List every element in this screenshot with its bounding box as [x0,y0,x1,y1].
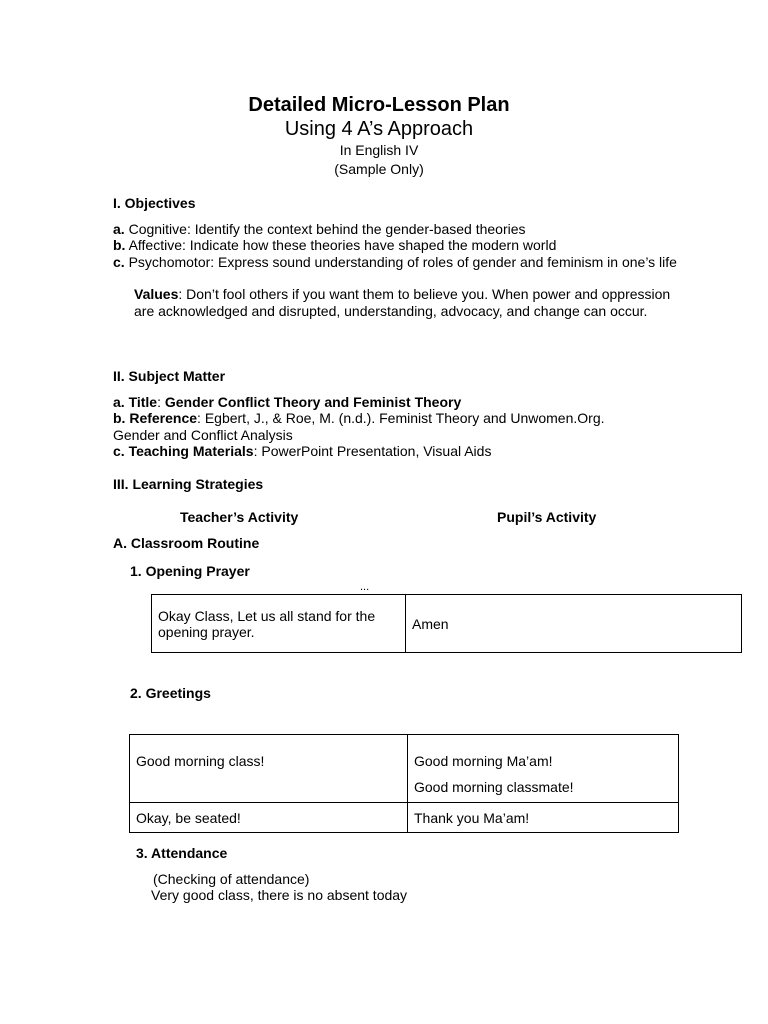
objective-text: Cognitive: Identify the context behind the gender-based theories [124,221,526,237]
greeting-teacher-cell: Good morning class! [130,735,408,803]
values-label: Values [134,286,179,302]
greetings-heading: 2. Greetings [130,685,211,701]
objective-marker: b. [113,237,126,253]
seated-teacher-cell: Okay, be seated! [130,803,408,833]
subject-title-label: a. Title [113,394,158,410]
values-line-2: are acknowledged and disrupted, understanding, advocacy, and change can occur. [134,303,648,319]
subject-reference-continued: Gender and Conflict Analysis [113,427,293,443]
attendance-line-2: Very good class, there is no absent today [151,887,408,903]
subject-title-value: Gender Conflict Theory and Feminist Theory [164,394,462,410]
subject-materials-line [113,443,491,459]
subject-reference-line [113,410,605,426]
objective-marker: c. [113,254,125,270]
learning-strategies-heading: III. Learning Strategies [113,476,264,492]
greetings-table [129,734,679,833]
objective-text: Affective: Indicate how these theories have shaped the modern world [125,237,557,253]
greeting-pupil-line-1: Good morning Ma’am! [414,753,553,769]
opening-prayer-heading: 1. Opening Prayer [130,563,250,579]
course-label: In English IV [339,142,419,158]
greeting-pupil-cell [408,735,679,803]
subject-reference-value: : Egbert, J., & Roe, M. (n.d.). Feminist Theory and Unwomen.Org. [197,410,605,426]
subject-materials-label: c. Teaching Materials [113,443,254,459]
attendance-heading: 3. Attendance [136,845,228,861]
objective-item-c [113,254,677,270]
values-line-1 [134,286,670,302]
objectives-heading: I. Objectives [113,195,196,211]
classroom-routine-heading: A. Classroom Routine [113,535,260,551]
sample-note: (Sample Only) [334,161,424,177]
objective-item-b [113,237,556,253]
attendance-line-1: (Checking of attendance) [153,871,310,887]
prayer-pupil-cell: Amen [406,595,742,653]
subject-matter-heading: II. Subject Matter [113,368,226,384]
opening-prayer-table [151,594,742,653]
values-text: : Don’t fool others if you want them to believe you. When power and oppression [178,286,671,302]
page-subtitle: Using 4 A’s Approach [284,118,474,140]
seated-pupil-cell: Thank you Ma’am! [408,803,679,833]
objective-marker: a. [113,221,125,237]
prayer-teacher-line-2: opening prayer. [158,623,255,640]
greeting-pupil-line-2: Good morning classmate! [414,779,574,795]
table-row [130,735,679,803]
subject-title-sep: : [157,394,165,410]
subject-reference-label: b. Reference [113,410,198,426]
objective-item-a [113,221,526,237]
pupil-activity-header: Pupil’s Activity [497,509,597,525]
page-title: Detailed Micro-Lesson Plan [248,94,510,116]
ellipsis-marker: ... [360,581,370,593]
prayer-teacher-line-1: Okay Class, Let us all stand for the [158,607,376,624]
subject-materials-value: : PowerPoint Presentation, Visual Aids [253,443,492,459]
table-row [130,803,679,833]
prayer-teacher-cell [152,595,406,653]
teacher-activity-header: Teacher’s Activity [180,509,299,525]
objective-text: Psychomotor: Express sound understanding of roles of gender and feminism in one’s life [124,254,677,270]
subject-title-line [113,394,461,410]
